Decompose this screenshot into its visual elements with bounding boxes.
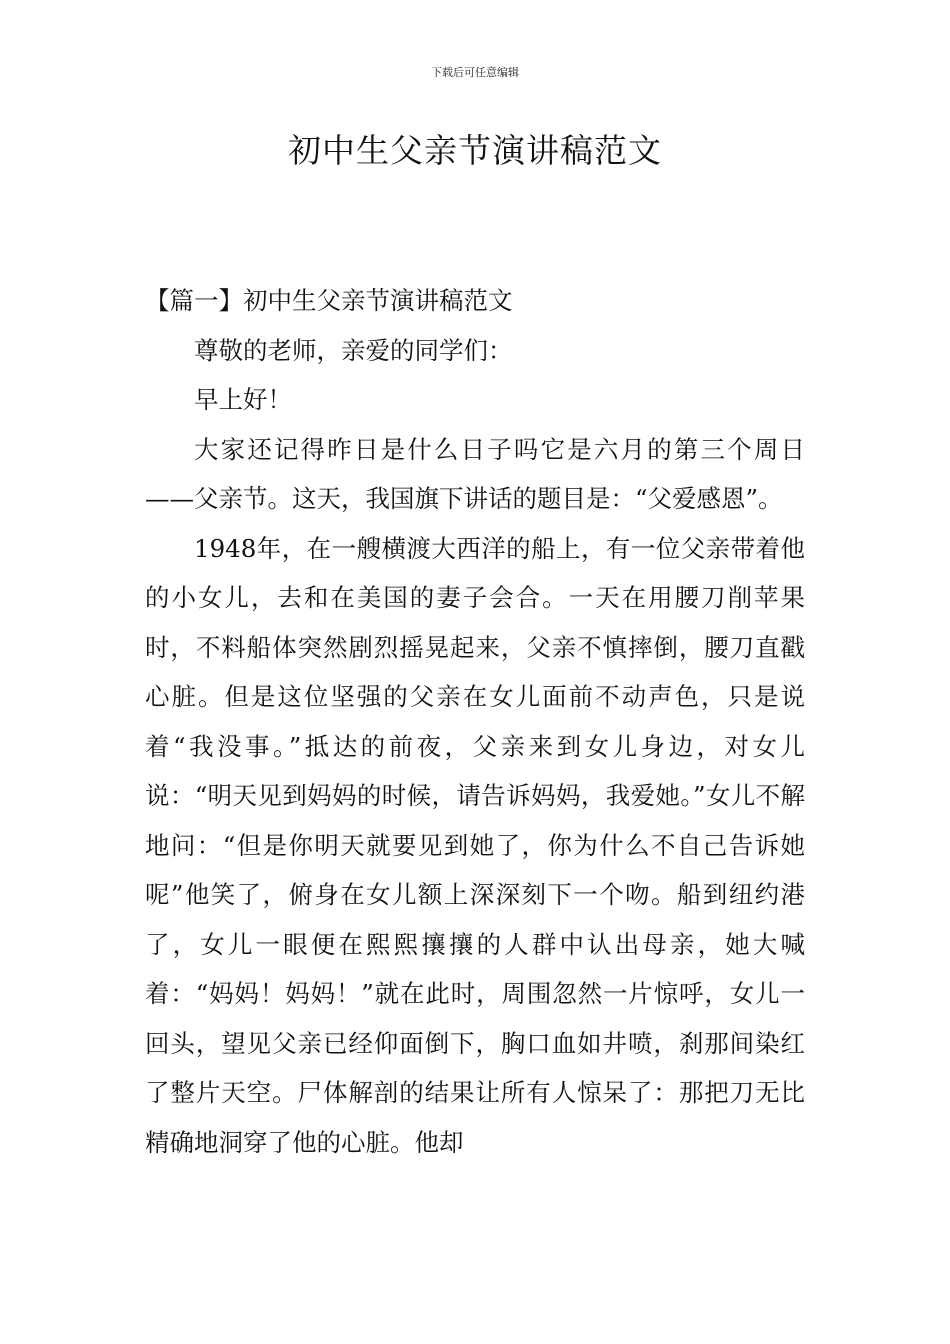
paragraph-good-morning: 早上好！ xyxy=(194,385,292,414)
paragraph-intro: 大家还记得昨日是什么日子吗它是六月的第三个周日——父亲节。这天，我国旗下讲话的题目是：“父爱感恩”。 xyxy=(145,434,805,513)
paragraph-story: 1948年，在一艘横渡大西洋的船上，有一位父亲带着他的小女儿，去和在美国的妻子会合。一天在用腰刀削苹果时，不料船体突然剧烈摇晃起来，父亲不慎摔倒，腰刀直戳心脏。但是这位坚强的父亲在女儿面前不动声色，只是说着“我没事。”抵达的前夜，父亲来到女儿身边，对女儿说：“明天见到妈妈的时候，请告诉妈妈，我爱她。”女儿不解地问：“但是你明天就要见到她了，你为什么不自己告诉她呢”他笑了，俯身在女儿额上深深刻下一个吻。船到纽约港了，女儿一眼便在熙熙攘攘的人群中认出母亲，她大喊着：“妈妈！妈妈！”就在此时，周围忽然一片惊呼，女儿一回头，望见父亲已经仰面倒下，胸口血如井喷，刹那间染红了整片天空。尸体解剖的结果让所有人惊呆了：那把刀无比精确地洞穿了他的心脏。他却 xyxy=(145,533,805,1157)
document-body xyxy=(145,276,805,1167)
paragraph-greeting: 尊敬的老师，亲爱的同学们： xyxy=(194,335,513,365)
header-note: 下载后可任意编辑 xyxy=(431,66,519,79)
section-heading: 【篇一】初中生父亲节演讲稿范文 xyxy=(145,286,513,315)
document-title: 初中生父亲节演讲稿范文 xyxy=(288,131,662,170)
